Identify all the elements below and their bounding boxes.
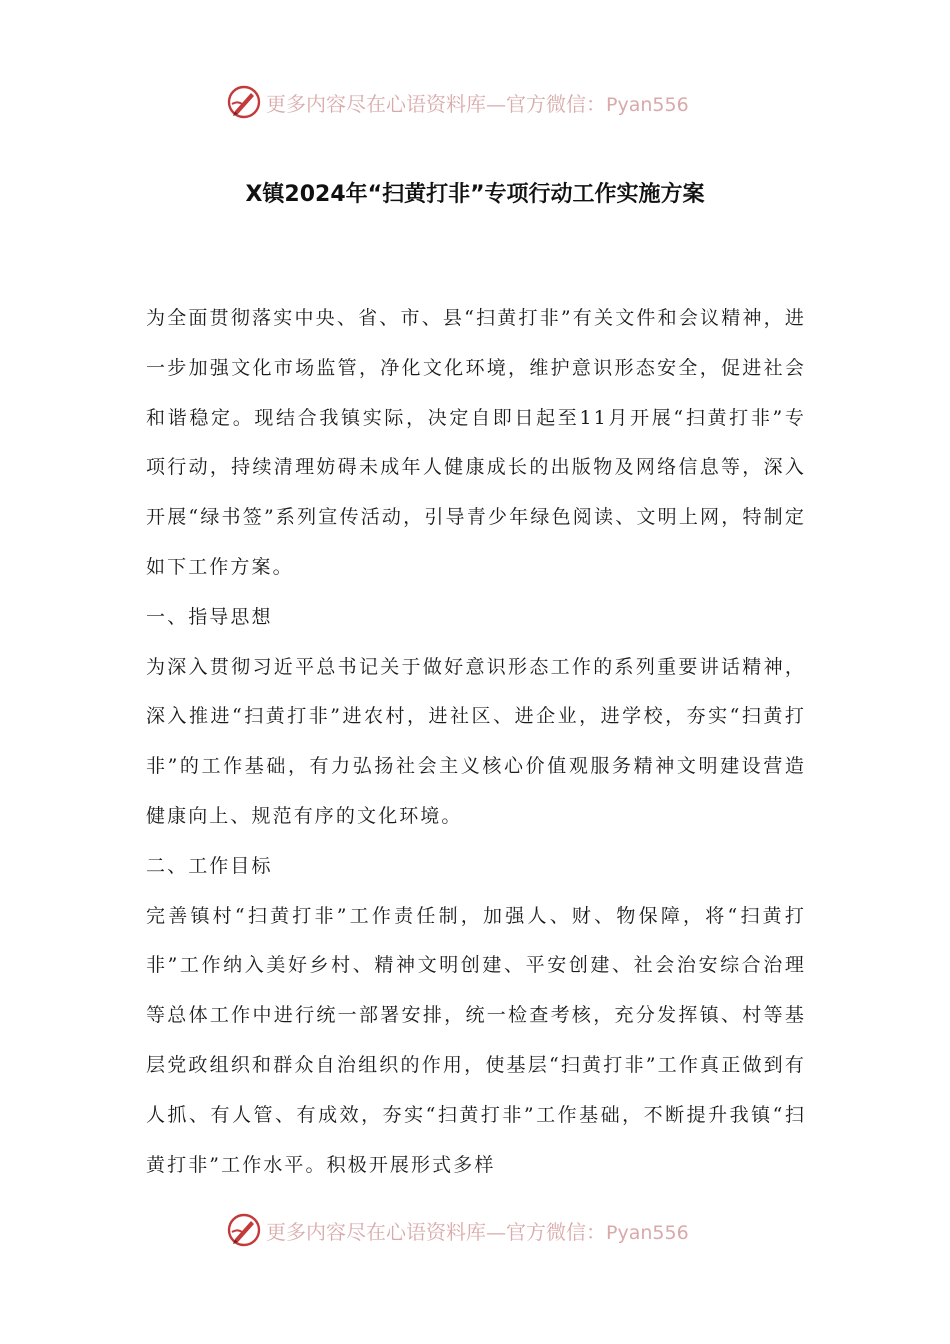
wechat-id: Pyan556 [606,93,689,116]
wechat-id: Pyan556 [606,1221,689,1244]
watermark-banner-bottom [0,1210,950,1250]
section-body-work-goals: 完善镇村“扫黄打非”工作责任制，加强人、财、物保障，将“扫黄打非”工作纳入美好乡村、精神文明创建、平安创建、社会治安综合治理等总体工作中进行统一部署安排，统一检查考核，充分发挥镇、村等基层党政组织和群众自治组织的作用，使基层“扫黄打非”工作真正做到有人抓、有人管、有成效，夯实“扫黄打非”工作基础，不断提升我镇“扫黄打非”工作水平。积极开展形式多样 [146,904,806,1176]
pen-logo-icon [226,84,262,120]
watermark-text: 更多内容尽在心语资料库—官方微信：Pyan556 [266,91,689,116]
section-body-guiding-ideology: 为深入贯彻习近平总书记关于做好意识形态工作的系列重要讲话精神，深入推进“扫黄打非”进农村，进社区、进企业，进学校，夯实“扫黄打非”的工作基础，有力弘扬社会主义核心价值观服务精神文明建设营造健康向上、规范有序的文化环境。 [146,655,806,827]
pen-logo-icon [226,1212,262,1248]
watermark-row [226,1210,689,1250]
watermark-row [226,82,689,122]
intro-paragraph: 为全面贯彻落实中央、省、市、县“扫黄打非”有关文件和会议精神，进一步加强文化市场监管，净化文化环境，维护意识形态安全，促进社会和谐稳定。现结合我镇实际，决定自即日起至11月开展“扫黄打非”专项行动，持续清理妨碍未成年人健康成长的出版物及网络信息等，深入开展“绿书签”系列宣传活动，引导青少年绿色阅读、文明上网，特制定如下工作方案。 [146,307,806,578]
watermark-text: 更多内容尽在心语资料库—官方微信：Pyan556 [266,1219,689,1244]
document-body [146,294,806,1190]
section-heading-guiding-ideology: 一、指导思想 [146,605,273,628]
document-title: X镇2024年“扫黄打非”专项行动工作实施方案 [245,182,705,207]
section-heading-work-goals: 二、工作目标 [146,854,273,877]
watermark-banner-top [0,82,950,122]
